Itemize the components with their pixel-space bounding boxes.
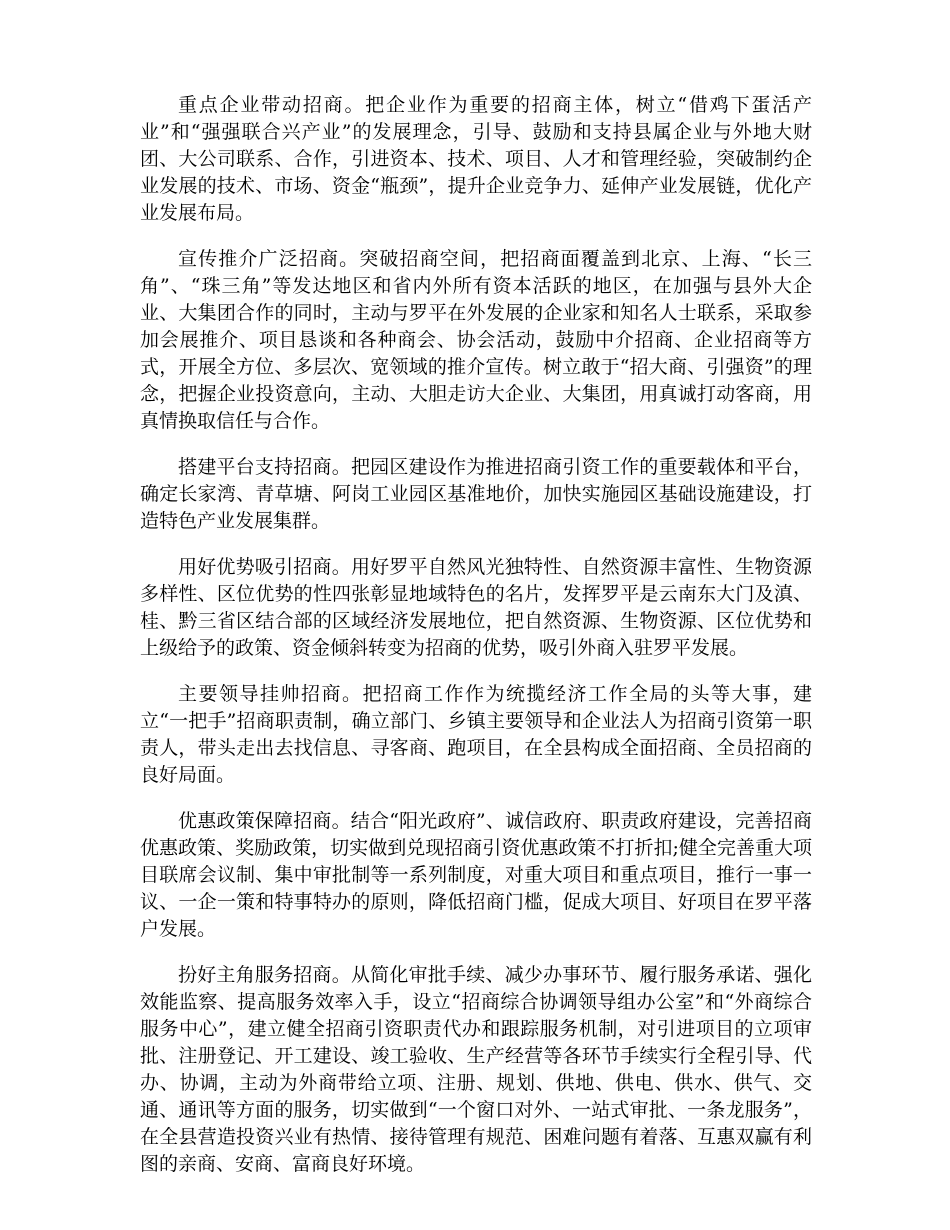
- paragraph-leadership: 主要领导挂帅招商。把招商工作作为统揽经济工作全局的头等大事，建立“一把手”招商职责制，确立部门、乡镇主要领导和企业法人为招商引资第一职责人，带头走出去找信息、寻客商、跑项目，在全县构成全面招商、全员招商的良好局面。: [140, 683, 812, 786]
- paragraph-platform: 搭建平台支持招商。把园区建设作为推进招商引资工作的重要载体和平台，确定长家湾、青草塘、阿岗工业园区基准地价，加快实施园区基础设施建设，打造特色产业发展集群。: [140, 456, 812, 532]
- paragraph-policy: 优惠政策保障招商。结合“阳光政府”、诚信政府、职责政府建设，完善招商优惠政策、奖励政策，切实做到兑现招商引资优惠政策不打折扣;健全完善重大项目联席会议制、集中审批制等一系列制度，对重大项目和重点项目，推行一事一议、一企一策和特事特办的原则，降低招商门槛，促成大项目、好项目在罗平落户发展。: [140, 810, 812, 940]
- paragraph-advantages: 用好优势吸引招商。用好罗平自然风光独特性、自然资源丰富性、生物资源多样性、区位优势的性四张彰显地域特色的名片，发挥罗平是云南东大门及滇、桂、黔三省区结合部的区域经济发展地位，把自然资源、生物资源、区位优势和上级给予的政策、资金倾斜转变为招商的优势，吸引外商入驻罗平发展。: [140, 556, 812, 659]
- paragraph-publicity: 宣传推介广泛招商。突破招商空间，把招商面覆盖到北京、上海、“长三角”、“珠三角”等发达地区和省内外所有资本活跃的地区，在加强与县外大企业、大集团合作的同时，主动与罗平在外发展的企业家和知名人士联系，采取参加会展推介、项目恳谈和各种商会、协会活动，鼓励中介招商、企业招商等方式，开展全方位、多层次、宽领域的推介宣传。树立敢于“招大商、引强资”的理念，把握企业投资意向，主动、大胆走访大企业、大集团，用真诚打动客商，用真情换取信任与合作。: [140, 248, 812, 432]
- paragraph-service: 扮好主角服务招商。从简化审批手续、减少办事环节、履行服务承诺、强化效能监察、提高服务效率入手，设立“招商综合协调领导组办公室”和“外商综合服务中心”，建立健全招商引资职责代办和跟踪服务机制，对引进项目的立项审批、注册登记、开工建设、竣工验收、生产经营等各环节手续实行全程引导、代办、协调，主动为外商带给立项、注册、规划、供地、供电、供水、供气、交通、通讯等方面的服务，切实做到“一个窗口对外、一站式审批、一条龙服务”，在全县营造投资兴业有热情、接待管理有规范、困难问题有着落、互惠双赢有利图的亲商、安商、富商良好环境。: [140, 964, 812, 1175]
- document-body: [140, 92, 812, 1197]
- paragraph-key-enterprise: 重点企业带动招商。把企业作为重要的招商主体，树立“借鸡下蛋活产业”和“强强联合兴产业”的发展理念，引导、鼓励和支持县属企业与外地大财团、大公司联系、合作，引进资本、技术、项目、人才和管理经验，突破制约企业发展的技术、市场、资金“瓶颈”，提升企业竞争力、延伸产业发展链，优化产业发展布局。: [140, 94, 812, 224]
